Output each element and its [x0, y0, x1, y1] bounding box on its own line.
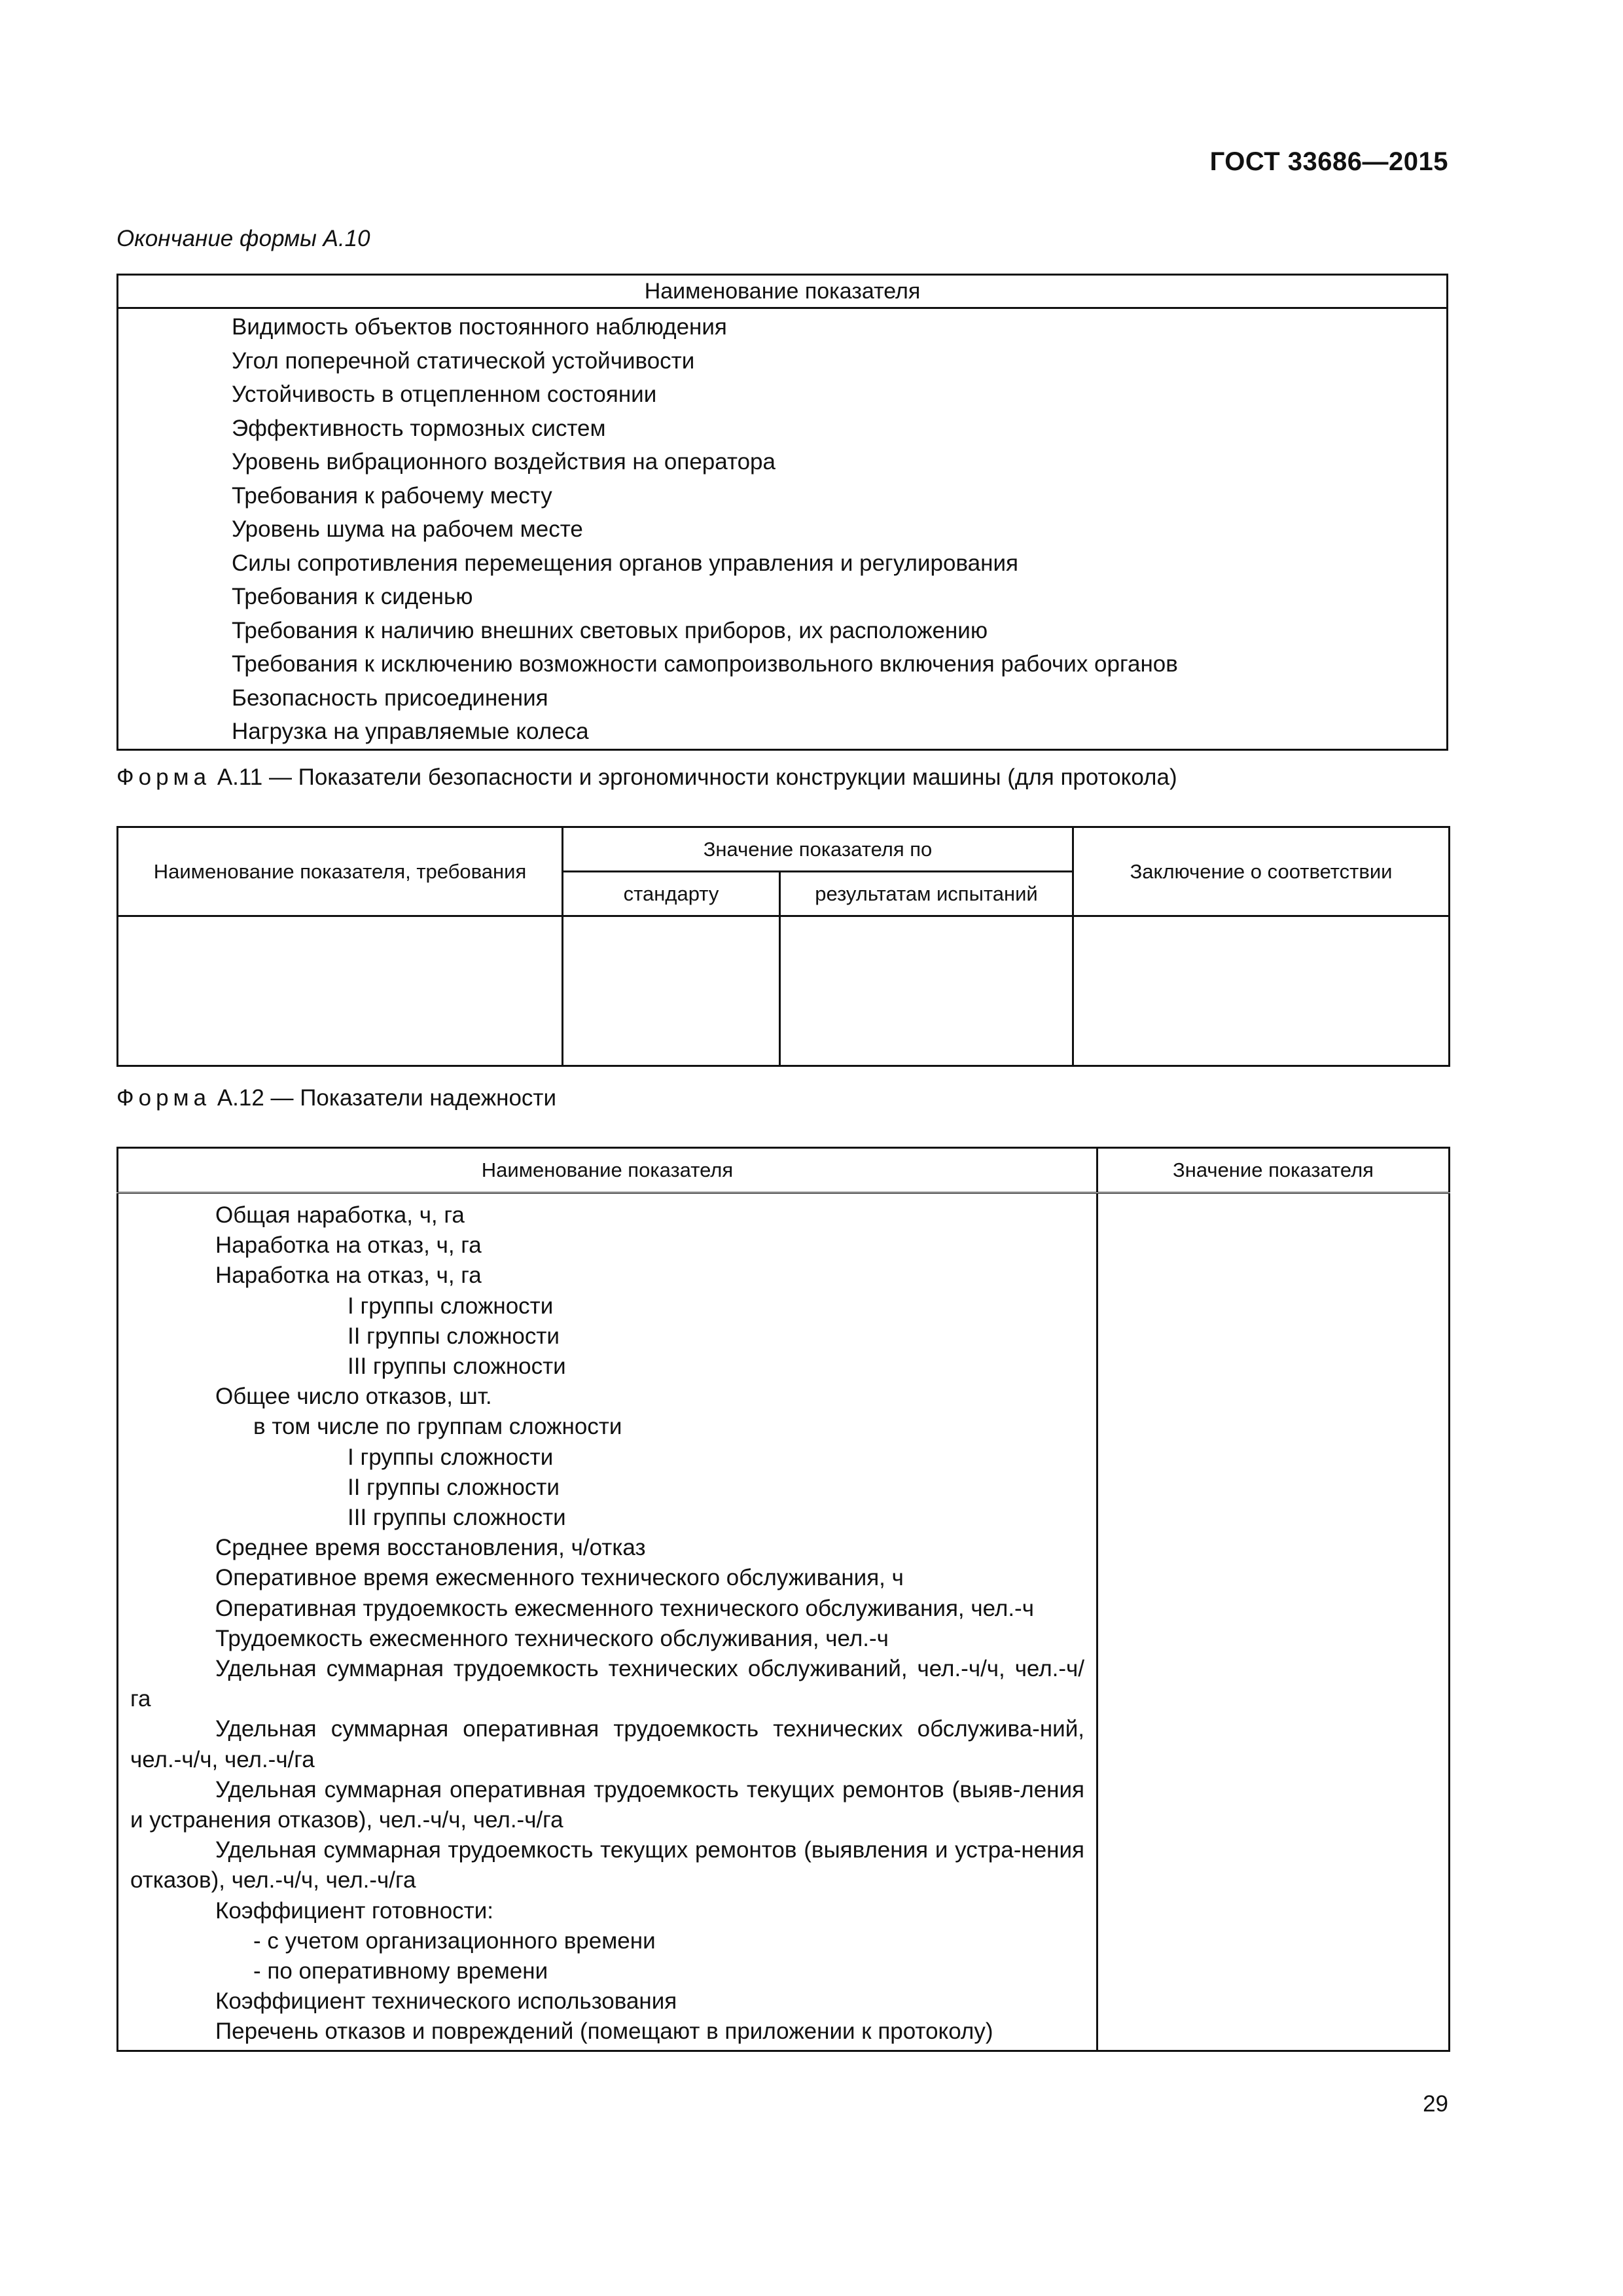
form-a11-header-by-standard: стандарту: [563, 872, 780, 916]
form-a12-caption: [116, 1085, 556, 1111]
form-a12-item: II группы сложности: [348, 1474, 560, 1500]
form-a12-item: Наработка на отказ, ч, га: [215, 1232, 482, 1259]
form-a11-caption-text: А.11 — Показатели безопасности и эргономичности конструкции машины (для протокола): [217, 764, 1177, 790]
form-a10-table: [116, 274, 1448, 751]
form-a12-item: Коэффициент технического использования: [215, 1988, 677, 2015]
form-a12-item: Общее число отказов, шт.: [215, 1384, 492, 1410]
form-a12-item: Наработка на отказ, ч, га: [215, 1263, 482, 1289]
form-a10-item: Нагрузка на управляемые колеса: [232, 719, 589, 744]
document-code: ГОСТ 33686—2015: [1209, 147, 1448, 176]
form-a10-item: Уровень вибрационного воздействия на оператора: [232, 449, 776, 475]
form-a12-header-name: Наименование показателя: [118, 1148, 1097, 1193]
form-a11-table: [116, 826, 1450, 1067]
page-number: 29: [1423, 2091, 1448, 2117]
form-a11-empty-cell: [1073, 916, 1450, 1066]
form-a10-item: Эффективность тормозных систем: [232, 415, 606, 441]
form-a12-caption-prefix: Форма: [116, 1085, 211, 1111]
form-a12-item: Общая наработка, ч, га: [215, 1202, 465, 1228]
form-a10-item: Силы сопротивления перемещения органов управления и регулирования: [232, 550, 1018, 576]
form-a11-header-by-results: результатам испытаний: [780, 872, 1073, 916]
form-a12-item: Оперативная трудоемкость ежесменного технического обслуживания, чел.-ч: [215, 1595, 1034, 1621]
form-a12-item: Удельная суммарная трудоемкость текущих ремонтов (выявления и устра-нения отказов), чел.-ч/ч, чел.-ч/га: [130, 1837, 1084, 1893]
form-a10-item: Устойчивость в отцепленном состоянии: [232, 382, 657, 407]
form-a12-item: II группы сложности: [348, 1323, 560, 1349]
form-a12-item: Удельная суммарная оперативная трудоемкость технических обслужива-ний, чел.-ч/ч, чел.-ч/га: [130, 1716, 1084, 1772]
form-a11-empty-cell: [563, 916, 780, 1066]
form-a12-item: Среднее время восстановления, ч/отказ: [215, 1535, 646, 1561]
form-a11-header-name: Наименование показателя, требования: [118, 827, 563, 916]
form-a11-caption-prefix: Форма: [116, 764, 211, 790]
form-a12-item: Удельная суммарная оперативная трудоемкость текущих ремонтов (выяв-ления и устранения отказов), чел.-ч/ч, чел.-ч/га: [130, 1776, 1084, 1833]
form-a12-item: Коэффициент готовности:: [215, 1897, 493, 1924]
form-a10-item: Видимость объектов постоянного наблюдения: [232, 314, 727, 340]
form-a10-column-header: Наименование показателя: [118, 275, 1448, 308]
form-a12-item: Удельная суммарная трудоемкость технических обслуживаний, чел.-ч/ч, чел.-ч/га: [130, 1656, 1084, 1712]
form-a11-header-value-group: Значение показателя по: [563, 827, 1073, 872]
form-a10-item: Требования к рабочему месту: [232, 482, 552, 509]
form-a12-item: Трудоемкость ежесменного технического обслуживания, чел.-ч: [215, 1625, 889, 1651]
form-a12-items-list: [118, 1194, 1096, 2050]
form-a12-item: III группы сложности: [348, 1505, 566, 1531]
form-a11-header-conclusion: Заключение о соответствии: [1073, 827, 1450, 916]
form-a10-item: Требования к сиденью: [232, 584, 473, 609]
form-a10-item: Угол поперечной статической устойчивости: [232, 348, 695, 374]
form-a10-item: Требования к наличию внешних световых приборов, их расположению: [232, 617, 988, 643]
form-a10-item: Безопасность присоединения: [232, 685, 548, 711]
form-a12-item: - с учетом организационного времени: [253, 1928, 656, 1954]
form-a12-item: I группы сложности: [348, 1293, 554, 1319]
form-a12-item: Оперативное время ежесменного технического обслуживания, ч: [215, 1565, 904, 1591]
form-a11-empty-cell: [118, 916, 563, 1066]
form-a12-item: III группы сложности: [348, 1354, 566, 1380]
form-a10-item: Требования к исключению возможности самопроизвольного включения рабочих органов: [232, 651, 1178, 677]
form-a12-table: [116, 1147, 1450, 2052]
form-a11-empty-cell: [780, 916, 1073, 1066]
form-a10-items-cell: [118, 308, 1448, 750]
form-a11-caption: [116, 764, 1177, 791]
form-a10-items-list: [118, 310, 1446, 749]
form-a10-item: Уровень шума на рабочем месте: [232, 516, 583, 542]
form-a12-value-cell: [1097, 1193, 1450, 2051]
form-a12-header-value: Значение показателя: [1097, 1148, 1450, 1193]
form-a12-item: Перечень отказов и повреждений (помещают в приложении к протоколу): [215, 2018, 993, 2045]
form-a10-caption: Окончание формы А.10: [116, 226, 370, 251]
form-a12-item: - по оперативному времени: [253, 1958, 548, 1984]
form-a12-item: в том числе по группам сложности: [253, 1414, 622, 1440]
form-a12-caption-text: А.12 — Показатели надежности: [217, 1085, 556, 1111]
form-a12-items-cell: [118, 1193, 1097, 2051]
form-a12-item: I группы сложности: [348, 1444, 554, 1470]
